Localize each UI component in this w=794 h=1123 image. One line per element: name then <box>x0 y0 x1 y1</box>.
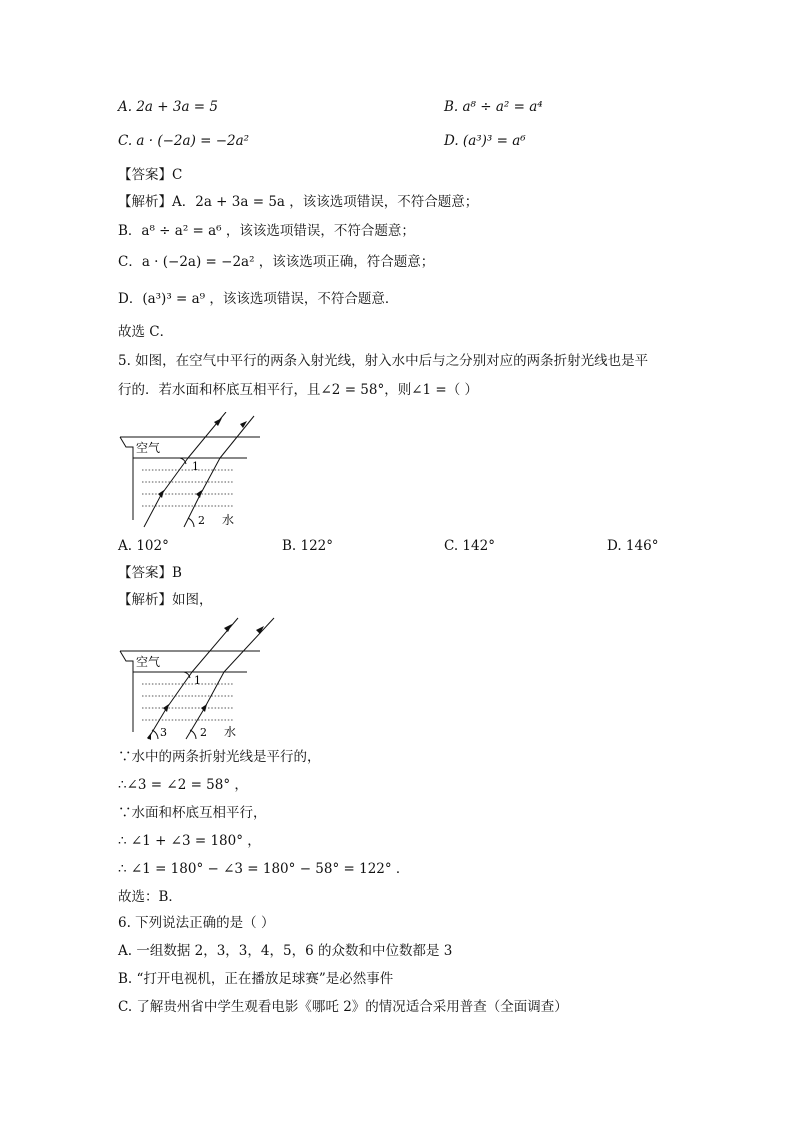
q4-option-c: C. a · (−2a) = −2a² <box>118 133 250 149</box>
label-angle-2-2: 2 <box>200 726 207 739</box>
q4-analysis-c: C．a · (−2a) = −2a² ，该该选项正确，符合题意； <box>118 254 435 270</box>
q4-answer: 【答案】C <box>118 167 183 183</box>
q5-step-2: ∴∠3 = ∠2 = 58° ， <box>118 777 248 793</box>
q6-option-c: C. 了解贵州省中学生观看电影《哪吒 2》的情况适合采用普查（全面调查） <box>118 999 568 1015</box>
q5-stem-line1: 5. 如图，在空气中平行的两条入射光线，射入水中后与之分别对应的两条折射光线也是平 <box>118 353 649 369</box>
q5-analysis-intro: 【解析】如图， <box>118 592 213 608</box>
q4-analysis-b: B．a⁸ ÷ a² = a⁶ ，该该选项错误，不符合题意； <box>118 223 415 239</box>
q4-option-b: B. a⁸ ÷ a² = a⁴ <box>444 99 543 115</box>
q5-step-4: ∴ ∠1 + ∠3 = 180° ， <box>118 833 261 849</box>
q5-step-1: ∵水中的两条折射光线是平行的， <box>118 749 321 765</box>
label-angle-2: 2 <box>198 514 205 527</box>
refracted-ray-1 <box>144 458 188 527</box>
q5-stem-line2: 行的．若水面和杯底互相平行，且∠2 = 58°，则∠1 =（ ） <box>118 382 479 398</box>
q5-conclusion: 故选：B． <box>118 889 182 905</box>
q5-answer: 【答案】B <box>118 565 182 581</box>
label-water: 水 <box>222 513 235 527</box>
q5-figure <box>114 412 274 532</box>
label-angle-1: 1 <box>192 460 199 473</box>
q4-analysis-d: D．(a³)³ = a⁹ ，该该选项错误，不符合题意． <box>118 291 399 307</box>
q5-option-d: D. 146° <box>607 538 659 554</box>
q5-analysis-figure <box>114 614 284 744</box>
q5-step-3: ∵水面和杯底互相平行， <box>118 805 267 821</box>
q5-option-b: B. 122° <box>282 538 334 554</box>
q6-stem: 6. 下列说法正确的是（ ） <box>118 915 275 931</box>
q4-analysis-a: 【解析】A．2a + 3a = 5a ，该该选项错误，不符合题意； <box>118 194 479 210</box>
label-air: 空气 <box>136 441 161 455</box>
q5-option-a: A. 102° <box>118 538 169 554</box>
q5-option-c: C. 142° <box>444 538 495 554</box>
label-air-2: 空气 <box>136 655 161 669</box>
glass-outline <box>120 437 133 520</box>
q4-option-a: A. 2a + 3a = 5 <box>118 99 218 115</box>
q4-conclusion: 故选 C． <box>118 324 174 340</box>
label-angle-1-2: 1 <box>194 674 201 687</box>
q6-option-b: B. “打开电视机，正在播放足球赛”是必然事件 <box>118 971 394 987</box>
label-angle-3: 3 <box>160 726 167 739</box>
glass-outline-2 <box>120 651 133 732</box>
q6-option-a: A. 一组数据 2，3，3，4，5，6 的众数和中位数都是 3 <box>118 943 453 959</box>
label-water-2: 水 <box>224 725 237 739</box>
q4-option-d: D. (a³)³ = a⁶ <box>444 133 526 149</box>
q5-step-5: ∴ ∠1 = 180° − ∠3 = 180° − 58° = 122° ． <box>118 861 410 877</box>
